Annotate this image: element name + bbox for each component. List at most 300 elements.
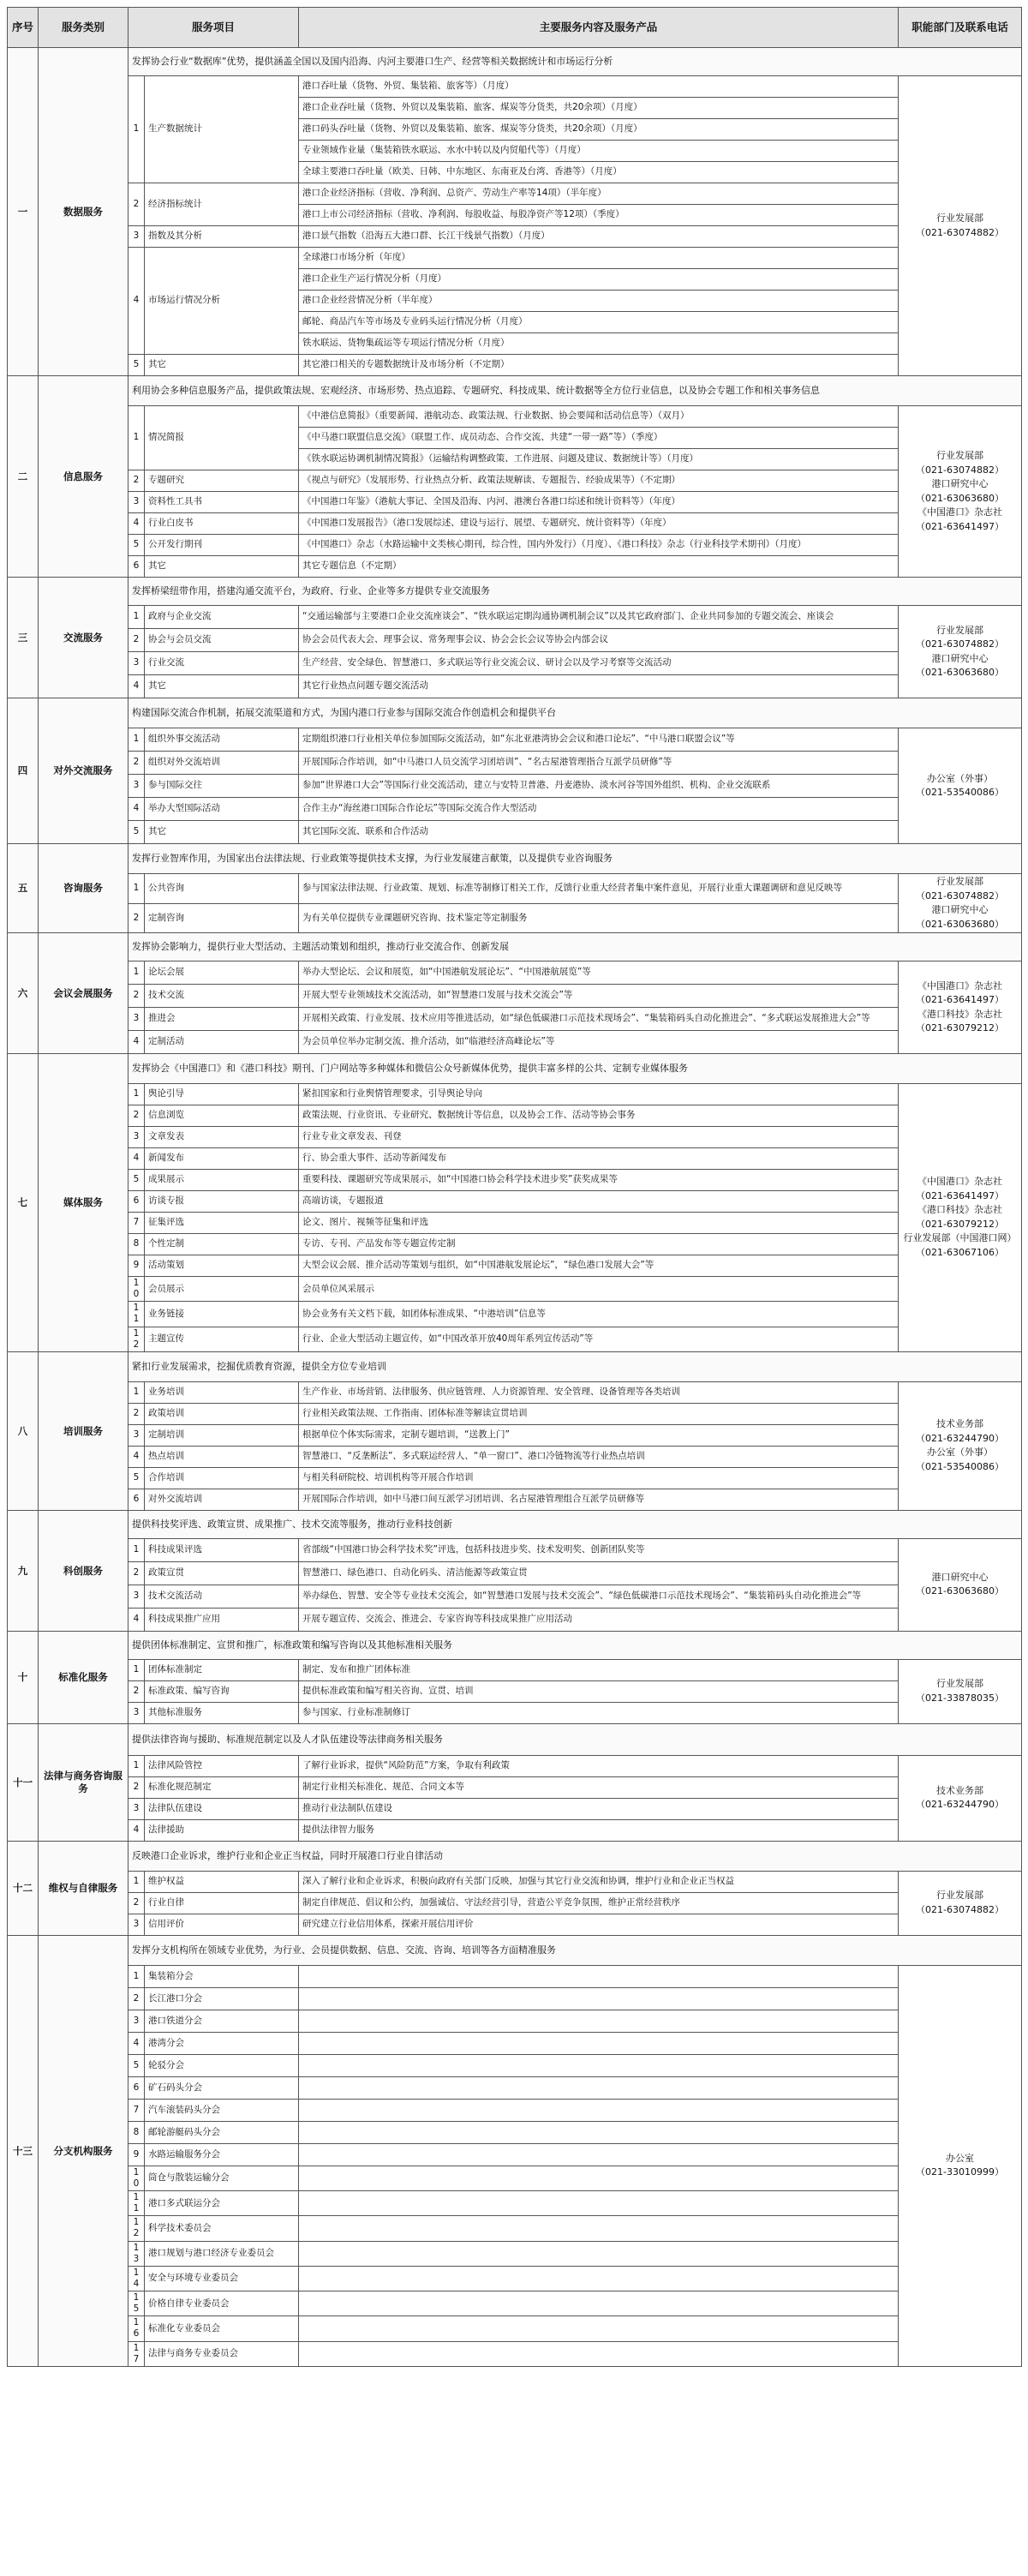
item-number: 4 <box>128 2032 145 2054</box>
item-name: 政府与企业交流 <box>145 606 299 629</box>
item-content: 《铁水联运协调机制情况简报》（运输结构调整政策、工作进展、问题及建议、数据统计等）（月度） <box>299 449 899 470</box>
item-name: 资料性工具书 <box>145 492 299 513</box>
item-name: 定制培训 <box>145 1424 299 1446</box>
item-number: 1 <box>128 406 145 470</box>
item-content: 论文、图片、视频等征集和评选 <box>299 1213 899 1234</box>
item-number: 3 <box>128 1127 145 1148</box>
item-number: 2 <box>128 985 145 1008</box>
table-header <box>8 8 1022 48</box>
table-row <box>8 1008 1022 1031</box>
item-name: 经济指标统计 <box>145 183 299 226</box>
dept-line: （021-63074882） <box>916 638 1004 650</box>
item-name: 港口铁道分会 <box>145 2010 299 2032</box>
item-name: 推进会 <box>145 1008 299 1031</box>
item-number: 2 <box>128 1776 145 1798</box>
dept-contact <box>899 76 1022 376</box>
table-row <box>8 2191 1022 2216</box>
section-row <box>8 844 1022 874</box>
item-content: 其它行业热点问题专题交流活动 <box>299 675 899 698</box>
item-content: 为有关单位提供专业课题研究咨询、技术鉴定等定制服务 <box>299 903 899 933</box>
item-content: 省部级“中国港口协会科学技术奖”评选，包括科技进步奖、技术发明奖、创新团队奖等 <box>299 1538 899 1561</box>
item-number: 15 <box>128 2291 145 2316</box>
item-content <box>299 2316 899 2341</box>
table-row <box>8 2099 1022 2121</box>
table-row <box>8 2291 1022 2316</box>
table-row <box>8 76 1022 98</box>
item-name: 标准化专业委员会 <box>145 2316 299 2341</box>
item-number: 9 <box>128 1255 145 1277</box>
item-name: 法律援助 <box>145 1819 299 1841</box>
item-number: 1 <box>128 1871 145 1892</box>
table-row <box>8 1191 1022 1213</box>
section-description: 发挥桥梁纽带作用，搭建沟通交流平台，为政府、行业、企业等多方提供专业交流服务 <box>128 578 1022 606</box>
item-content: 行业、企业大型活动主题宣传，如“中国改革开放40周年系列宣传活动”等 <box>299 1327 899 1351</box>
item-number: 2 <box>128 903 145 933</box>
item-number: 1 <box>128 728 145 752</box>
item-number: 11 <box>128 1302 145 1327</box>
table-row <box>8 2032 1022 2054</box>
table-row <box>8 752 1022 775</box>
item-number: 4 <box>128 1148 145 1170</box>
item-name: 指数及其分析 <box>145 226 299 248</box>
item-number: 5 <box>128 1170 145 1191</box>
section-category: 科创服务 <box>39 1510 128 1631</box>
table-row <box>8 1755 1022 1776</box>
table-row <box>8 962 1022 985</box>
item-number: 8 <box>128 1234 145 1255</box>
item-number: 1 <box>128 1381 145 1403</box>
item-content <box>299 2143 899 2166</box>
table-row <box>8 556 1022 578</box>
section-description: 利用协会多种信息服务产品，提供政策法规、宏观经济、市场形势、热点追踪、专题研究、科技成果、统计数据等全方位行业信息，以及协会专题工作和相关事务信息 <box>128 376 1022 406</box>
header-content: 主要服务内容及服务产品 <box>299 8 899 48</box>
item-number: 4 <box>128 513 145 535</box>
item-name: 定制活动 <box>145 1031 299 1054</box>
item-content <box>299 2241 899 2266</box>
table-row <box>8 1467 1022 1489</box>
item-name: 举办大型国际活动 <box>145 798 299 821</box>
section-category: 信息服务 <box>39 376 128 578</box>
item-name: 科技成果推广应用 <box>145 1608 299 1631</box>
section-number: 五 <box>8 844 39 933</box>
item-content: “交通运输部与主要港口企业交流座谈会”、“铁水联运定期沟通协调机制会议”以及其它政府部门、企业共同参加的专题交流会、座谈会 <box>299 606 899 629</box>
item-name: 会员展示 <box>145 1277 299 1302</box>
dept-contact <box>899 1755 1022 1841</box>
item-number: 16 <box>128 2316 145 2341</box>
dept-line: （021-63063680） <box>916 918 1004 930</box>
section-row <box>8 376 1022 406</box>
item-number: 1 <box>128 962 145 985</box>
item-number: 3 <box>128 226 145 248</box>
item-content: 政策法规、行业资讯、专业研究、数据统计等信息，以及协会工作、活动等协会事务 <box>299 1105 899 1127</box>
item-number: 3 <box>128 1008 145 1031</box>
table-row <box>8 1987 1022 2010</box>
item-content: 港口企业吞吐量（货物、外贸以及集装箱、旅客、煤炭等分货类，共20余项）（月度） <box>299 98 899 119</box>
item-name: 新闻发布 <box>145 1148 299 1170</box>
header-dept: 职能部门及联系电话 <box>899 8 1022 48</box>
item-content: 开展国际合作培训，如中马港口间互派学习团培训、名古屋港管理组合互派学员研修等 <box>299 1489 899 1510</box>
item-name: 港湾分会 <box>145 2032 299 2054</box>
item-name: 水路运输服务分会 <box>145 2143 299 2166</box>
section-category: 媒体服务 <box>39 1054 128 1352</box>
table-row <box>8 1327 1022 1351</box>
section-description: 构建国际交流合作机制，拓展交流渠道和方式，为国内港口行业参与国际交流合作创造机会和提供平台 <box>128 698 1022 728</box>
table-row <box>8 1702 1022 1723</box>
item-content: 开展相关政策、行业发展、技术应用等推进活动，如“绿色低碳港口示范技术现场会”、“集装箱码头自动化推进会”、“多式联运发展推进大会”等 <box>299 1008 899 1031</box>
item-content: 智慧港口、“反垄断法”、多式联运经营人、“单一窗口”、港口冷链物流等行业热点培训 <box>299 1446 899 1467</box>
table-row <box>8 1105 1022 1127</box>
table-row <box>8 355 1022 376</box>
item-content <box>299 2076 899 2099</box>
item-name: 定制咨询 <box>145 903 299 933</box>
item-number: 2 <box>128 1403 145 1424</box>
section-row <box>8 1510 1022 1538</box>
item-number: 10 <box>128 2166 145 2190</box>
item-content <box>299 1965 899 1987</box>
item-content: 紧扣国家和行业舆情管理要求，引导舆论导向 <box>299 1084 899 1105</box>
item-number: 5 <box>128 2054 145 2076</box>
table-row <box>8 1914 1022 1935</box>
item-content: 港口码头吞吐量（货物、外贸以及集装箱、旅客、煤炭等分货类，共20余项）（月度） <box>299 119 899 141</box>
item-content <box>299 2054 899 2076</box>
item-content: 举办大型论坛、会议和展览，如“中国港航发展论坛”、“中国港航展览”等 <box>299 962 899 985</box>
item-content: 专业领域作业量（集装箱铁水联运、水水中转以及内贸船代等）（月度） <box>299 141 899 162</box>
item-name: 论坛会展 <box>145 962 299 985</box>
item-number: 6 <box>128 1489 145 1510</box>
item-name: 主题宣传 <box>145 1327 299 1351</box>
item-number: 8 <box>128 2121 145 2143</box>
dept-line: 《港口科技》杂志社 <box>917 1204 1003 1216</box>
item-number: 3 <box>128 1702 145 1723</box>
table-row <box>8 1277 1022 1302</box>
section-description: 发挥协会《中国港口》和《港口科技》期刊、门户网站等多种媒体和微信公众号新媒体优势，提供丰富多样的公共、定制专业媒体服务 <box>128 1054 1022 1084</box>
item-content: 《中港信息简报》（重要新闻、港航动态、政策法规、行业数据、协会要闻和活动信息等）（双月） <box>299 406 899 428</box>
dept-line: 《中国港口》杂志社 <box>917 506 1003 518</box>
item-content: 港口企业生产运行情况分析（月度） <box>299 269 899 291</box>
item-name: 法律与商务专业委员会 <box>145 2341 299 2366</box>
header-category: 服务类别 <box>39 8 128 48</box>
dept-line: 《港口科技》杂志社 <box>917 1008 1003 1020</box>
item-name: 协会与会员交流 <box>145 629 299 652</box>
table-row <box>8 513 1022 535</box>
dept-line: （021-33878035） <box>916 1692 1004 1704</box>
dept-line: 行业发展部 <box>936 876 984 887</box>
header-project: 服务项目 <box>128 8 299 48</box>
section-number: 三 <box>8 578 39 698</box>
item-name: 公共咨询 <box>145 874 299 904</box>
table-row <box>8 2316 1022 2341</box>
section-number: 七 <box>8 1054 39 1352</box>
item-number: 1 <box>128 1965 145 1987</box>
item-number: 1 <box>128 606 145 629</box>
item-content: 推动行业法制队伍建设 <box>299 1798 899 1819</box>
dept-line: 港口研究中心 <box>931 904 989 915</box>
item-content: 《中国港口》杂志（水路运输中文类核心期刊，综合性，国内外发行）（月度）、《港口科技》杂志（行业科技学术期刊）（月度） <box>299 535 899 556</box>
item-content: 制定自律规范、倡议和公约，加强诚信、守法经营引导，营造公平竞争氛围，维护正常经营秩序 <box>299 1892 899 1914</box>
table-row <box>8 798 1022 821</box>
table-row <box>8 406 1022 428</box>
section-number: 六 <box>8 933 39 1054</box>
item-number: 2 <box>128 752 145 775</box>
item-number: 3 <box>128 1798 145 1819</box>
item-name: 维护权益 <box>145 1871 299 1892</box>
item-name: 其它 <box>145 821 299 844</box>
item-number: 2 <box>128 1892 145 1914</box>
table-row <box>8 1561 1022 1585</box>
item-number: 4 <box>128 248 145 355</box>
dept-line: （021-63079212） <box>916 1022 1004 1033</box>
table-row <box>8 2216 1022 2241</box>
item-name: 征集评选 <box>145 1213 299 1234</box>
dept-line: （021-63641497） <box>916 520 1004 532</box>
item-content: 《中马港口联盟信息交流》（联盟工作、成员动态、合作交流、共建“一带一路”等）（季度） <box>299 428 899 449</box>
item-number: 2 <box>128 1680 145 1702</box>
section-category: 法律与商务咨询服务 <box>39 1723 128 1841</box>
item-content: 港口上市公司经济指标（营收、净利润、每股收益、每股净资产等12项）（季度） <box>299 205 899 226</box>
item-number: 2 <box>128 1561 145 1585</box>
item-number: 6 <box>128 2076 145 2099</box>
item-number: 5 <box>128 821 145 844</box>
section-number: 十三 <box>8 1935 39 2366</box>
table-row <box>8 775 1022 798</box>
item-content <box>299 2266 899 2291</box>
header-no: 序号 <box>8 8 39 48</box>
item-content <box>299 2191 899 2216</box>
item-content: 行业相关政策法规、工作指南、团体标准等解读宣贯培训 <box>299 1403 899 1424</box>
item-content <box>299 2291 899 2316</box>
table-row <box>8 1170 1022 1191</box>
item-name: 对外交流培训 <box>145 1489 299 1510</box>
section-category: 对外交流服务 <box>39 698 128 844</box>
item-name: 其它 <box>145 355 299 376</box>
section-category: 数据服务 <box>39 48 128 376</box>
item-content: 港口企业经营情况分析（半年度） <box>299 291 899 312</box>
table-row <box>8 1213 1022 1234</box>
section-number: 十二 <box>8 1841 39 1935</box>
table-row <box>8 1489 1022 1510</box>
section-description: 反映港口企业诉求，维护行业和企业正当权益，同时开展港口行业自律活动 <box>128 1841 1022 1871</box>
table-row <box>8 1084 1022 1105</box>
item-number: 3 <box>128 652 145 675</box>
table-row <box>8 1538 1022 1561</box>
item-number: 2 <box>128 183 145 226</box>
item-number: 1 <box>128 76 145 183</box>
table-row <box>8 1127 1022 1148</box>
item-content: 提供法律智力服务 <box>299 1819 899 1841</box>
item-content: 港口景气指数（沿海五大港口群、长江干线景气指数）（月度） <box>299 226 899 248</box>
item-name: 业务链接 <box>145 1302 299 1327</box>
item-name: 科学技术委员会 <box>145 2216 299 2241</box>
dept-contact <box>899 1659 1022 1723</box>
dept-line: 办公室（外事） <box>927 1447 994 1459</box>
section-description: 发挥行业智库作用，为国家出台法律法规、行业政策等提供技术支撑，为行业发展建言献策，以及提供专业咨询服务 <box>128 844 1022 874</box>
dept-line: （021-63074882） <box>916 226 1004 238</box>
item-content: 邮轮、商品汽车等市场及专业码头运行情况分析（月度） <box>299 312 899 333</box>
dept-line: 行业发展部 <box>936 1678 984 1690</box>
item-name: 邮轮游艇码头分会 <box>145 2121 299 2143</box>
dept-line: （021-63074882） <box>916 464 1004 476</box>
section-description: 紧扣行业发展需求，挖掘优质教育资源，提供全方位专业培训 <box>128 1351 1022 1381</box>
item-name: 港口规划与港口经济专业委员会 <box>145 2241 299 2266</box>
item-content: 《中国港口发展报告》（港口发展综述、建设与运行、展望、专题研究、统计资料等）（年度） <box>299 513 899 535</box>
item-number: 6 <box>128 556 145 578</box>
item-number: 11 <box>128 2191 145 2216</box>
item-content: 《视点与研究》（发展形势、行业热点分析、政策法规解读、专题报告、经验成果等）（不定期） <box>299 470 899 492</box>
item-content: 研究建立行业信用体系，探索开展信用评价 <box>299 1914 899 1935</box>
item-number: 5 <box>128 1467 145 1489</box>
item-number: 13 <box>128 2241 145 2266</box>
item-number: 4 <box>128 798 145 821</box>
table-row <box>8 1892 1022 1914</box>
item-number: 3 <box>128 1424 145 1446</box>
item-number: 10 <box>128 1277 145 1302</box>
item-name: 技术交流 <box>145 985 299 1008</box>
table-row <box>8 226 1022 248</box>
item-content: 提供标准政策和编写相关咨询、宣贯、培训 <box>299 1680 899 1702</box>
item-number: 5 <box>128 355 145 376</box>
item-content: 开展大型专业领域技术交流活动，如“智慧港口发展与技术交流会”等 <box>299 985 899 1008</box>
section-number: 二 <box>8 376 39 578</box>
table-row <box>8 2143 1022 2166</box>
item-name: 政策培训 <box>145 1403 299 1424</box>
table-row <box>8 1381 1022 1403</box>
table-row <box>8 248 1022 269</box>
item-name: 价格自律专业委员会 <box>145 2291 299 2316</box>
item-content <box>299 2010 899 2032</box>
dept-line: （021-53540086） <box>916 787 1004 798</box>
table-row <box>8 2341 1022 2366</box>
item-name: 个性定制 <box>145 1234 299 1255</box>
item-content: 全球主要港口吞吐量（欧美、日韩、中东地区、东南亚及台湾、香港等）（月度） <box>299 162 899 183</box>
dept-line: （021-33010999） <box>916 2166 1004 2178</box>
item-name: 组织对外交流培训 <box>145 752 299 775</box>
section-number: 一 <box>8 48 39 376</box>
item-number: 14 <box>128 2266 145 2291</box>
item-number: 12 <box>128 1327 145 1351</box>
item-content: 全球港口市场分析（年度） <box>299 248 899 269</box>
table-row <box>8 1255 1022 1277</box>
table-row <box>8 652 1022 675</box>
table-row <box>8 535 1022 556</box>
table-row <box>8 728 1022 752</box>
table-row <box>8 1446 1022 1467</box>
dept-line: 《中国港口》杂志社 <box>917 1176 1003 1188</box>
item-name: 标准化规范制定 <box>145 1776 299 1798</box>
dept-line: （021-63074882） <box>916 1903 1004 1915</box>
section-number: 四 <box>8 698 39 844</box>
section-row <box>8 1723 1022 1755</box>
section-description: 提供科技奖评选、政策宣贯、成果推广、技术交流等服务，推动行业科技创新 <box>128 1510 1022 1538</box>
table-row <box>8 1424 1022 1446</box>
section-category: 交流服务 <box>39 578 128 698</box>
table-row <box>8 1608 1022 1631</box>
item-name: 技术交流活动 <box>145 1585 299 1608</box>
item-name: 安全与环境专业委员会 <box>145 2266 299 2291</box>
dept-line: （021-63244790） <box>916 1799 1004 1811</box>
item-name: 其他标准服务 <box>145 1702 299 1723</box>
table-row <box>8 2121 1022 2143</box>
item-name: 筒仓与散装运输分会 <box>145 2166 299 2190</box>
item-content: 铁水联运、货物集疏运等专项运行情况分析（月度） <box>299 333 899 355</box>
item-number: 2 <box>128 470 145 492</box>
dept-contact <box>899 1538 1022 1631</box>
table-row <box>8 1798 1022 1819</box>
item-content: 行、协会重大事件、活动等新闻发布 <box>299 1148 899 1170</box>
item-name: 业务培训 <box>145 1381 299 1403</box>
item-name: 信用评价 <box>145 1914 299 1935</box>
item-number: 1 <box>128 874 145 904</box>
item-content: 其它港口相关的专题数据统计及市场分析（不定期） <box>299 355 899 376</box>
item-number: 7 <box>128 2099 145 2121</box>
section-description: 发挥协会影响力，提供行业大型活动、主题活动策划和组织，推动行业交流合作、创新发展 <box>128 933 1022 962</box>
item-content: 港口企业经济指标（营收、净利润、总资产、劳动生产率等14项）（半年度） <box>299 183 899 205</box>
dept-line: 港口研究中心 <box>931 478 989 489</box>
item-content: 其它国际交流、联系和合作活动 <box>299 821 899 844</box>
table-row <box>8 1403 1022 1424</box>
item-content: 生产作业、市场营销、法律服务、供应链管理、人力资源管理、安全管理、设备管理等各类培训 <box>299 1381 899 1403</box>
dept-contact <box>899 728 1022 844</box>
dept-line: 办公室 <box>946 2152 975 2164</box>
item-name: 法律队伍建设 <box>145 1798 299 1819</box>
section-row <box>8 933 1022 962</box>
item-content: 重要科技、课题研究等成果展示，如“中国港口协会科学技术进步奖”获奖成果等 <box>299 1170 899 1191</box>
section-description: 提供团体标准制定、宣贯和推广，标准政策和编写咨询以及其他标准相关服务 <box>128 1631 1022 1659</box>
item-number: 1 <box>128 1084 145 1105</box>
table-row <box>8 1148 1022 1170</box>
table-row <box>8 1680 1022 1702</box>
dept-line: （021-53540086） <box>916 1460 1004 1472</box>
section-description: 发挥分支机构所在领域专业优势，为行业、会员提供数据、信息、交流、咨询、培训等各方面精准服务 <box>128 1935 1022 1965</box>
item-number: 17 <box>128 2341 145 2366</box>
section-description: 提供法律咨询与援助、标准规范制定以及人才队伍建设等法律商务相关服务 <box>128 1723 1022 1755</box>
item-content: 制定、发布和推广团体标准 <box>299 1659 899 1680</box>
item-content <box>299 2166 899 2190</box>
item-name: 集装箱分会 <box>145 1965 299 1987</box>
item-content: 合作主办“海丝港口国际合作论坛”等国际交流合作大型活动 <box>299 798 899 821</box>
table-row <box>8 629 1022 652</box>
item-name: 热点培训 <box>145 1446 299 1467</box>
table-body <box>8 48 1022 2367</box>
section-category: 会议会展服务 <box>39 933 128 1054</box>
item-number: 4 <box>128 1031 145 1054</box>
dept-line: 行业发展部（中国港口网） <box>903 1232 1017 1244</box>
item-content: 港口吞吐量（货物、外贸、集装箱、旅客等）（月度） <box>299 76 899 98</box>
item-content: 根据单位个体实际需求，定制专题培训，“送教上门” <box>299 1424 899 1446</box>
dept-line: （021-63641497） <box>916 994 1004 1005</box>
item-number: 4 <box>128 1608 145 1631</box>
dept-line: 行业发展部 <box>936 1890 984 1902</box>
item-name: 专题研究 <box>145 470 299 492</box>
section-category: 咨询服务 <box>39 844 128 933</box>
item-name: 政策宣贯 <box>145 1561 299 1585</box>
item-name: 文章发表 <box>145 1127 299 1148</box>
item-content: 开展专题宣传、交流会、推进会、专家咨询等科技成果推广应用活动 <box>299 1608 899 1631</box>
dept-line: 行业发展部 <box>936 213 984 224</box>
item-number: 2 <box>128 1105 145 1127</box>
item-number: 1 <box>128 1755 145 1776</box>
section-row <box>8 1841 1022 1871</box>
item-content <box>299 1987 899 2010</box>
item-number: 2 <box>128 629 145 652</box>
item-content: 制定行业相关标准化、规范、合同文本等 <box>299 1776 899 1798</box>
section-category: 标准化服务 <box>39 1631 128 1723</box>
item-name: 参与国际交往 <box>145 775 299 798</box>
table-row <box>8 821 1022 844</box>
item-content: 其它专题信息（不定期） <box>299 556 899 578</box>
section-row <box>8 578 1022 606</box>
section-row <box>8 1631 1022 1659</box>
item-content: 参加“世界港口大会”等国际行业交流活动，建立与安特卫普港、丹麦港协、淡水河谷等国外组织、机构、企业交流联系 <box>299 775 899 798</box>
